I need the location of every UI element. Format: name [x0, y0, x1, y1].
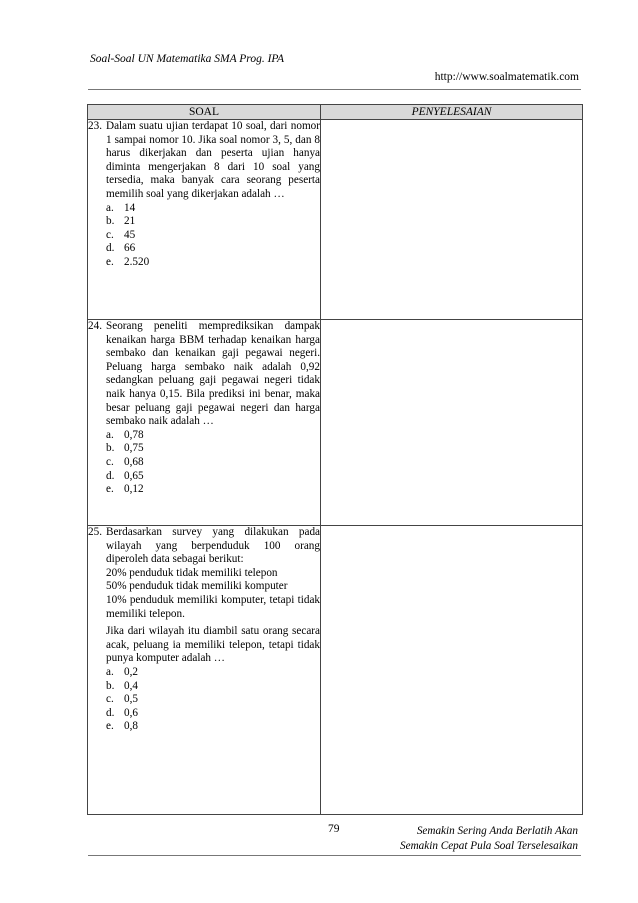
- document-title: Soal-Soal UN Matematika SMA Prog. IPA: [90, 53, 284, 65]
- option-label: a.: [106, 201, 114, 214]
- option-label: a.: [106, 428, 114, 441]
- option-item: [106, 666, 320, 680]
- option-text: 0,6: [124, 706, 138, 719]
- option-item: [106, 256, 320, 270]
- data-line: 50% penduduk tidak memiliki komputer: [106, 580, 288, 593]
- solution-cell: [321, 120, 583, 320]
- question-cell: [88, 526, 321, 815]
- data-line: 20% penduduk tidak memiliki telepon: [106, 566, 278, 579]
- question-number: 23.: [88, 120, 102, 132]
- option-item: [106, 720, 320, 734]
- option-item: [106, 229, 320, 243]
- option-label: e.: [106, 483, 114, 496]
- option-item: [106, 707, 320, 721]
- question-text: Dalam suatu ujian terdapat 10 soal, dari nomor 1 sampai nomor 10. Jika soal nomor 3, 5, dan 8 harus dikerjakan dan peserta ujian hanya diminta mengerjakan 8 dari 10 soal yang tersedia, maka banyak cara seorang peserta memilih soal yang dikerjakan adalah …: [106, 120, 320, 200]
- option-item: [106, 470, 320, 484]
- motto-line: Semakin Sering Anda Berlatih Akan: [416, 825, 578, 837]
- option-text: 2.520: [124, 255, 150, 268]
- motto-line: Semakin Cepat Pula Soal Terselesaikan: [400, 840, 578, 852]
- option-text: 0,12: [124, 483, 144, 496]
- column-header-soal: SOAL: [88, 105, 321, 120]
- question-cell: [88, 120, 321, 320]
- option-label: d.: [106, 242, 115, 255]
- solution-cell: [321, 320, 583, 526]
- option-item: [106, 202, 320, 216]
- question-text: Seorang peneliti memprediksikan dampak kenaikan harga BBM terhadap kenaikan harga sembako dan kenaikan gaji pegawai negeri. Peluang harga sembako naik adalah 0,92 sedangkan peluang gaji pegawai negeri tidak naik hanya 0,15. Bila prediksi ini benar, maka besar peluang gaji pegawai negeri dan harga sembako naik adalah …: [106, 320, 320, 428]
- option-text: 0,2: [124, 665, 138, 678]
- table-header-row: [88, 105, 583, 120]
- website-url: http://www.soalmatematik.com: [434, 71, 579, 83]
- option-label: c.: [106, 228, 114, 241]
- option-text: 0,4: [124, 679, 138, 692]
- question-number: 24.: [88, 320, 102, 332]
- option-label: d.: [106, 469, 115, 482]
- option-text: 0,8: [124, 720, 138, 733]
- solution-cell: [321, 526, 583, 815]
- question-cell: [88, 320, 321, 526]
- footer-divider: [88, 855, 581, 856]
- option-item: [106, 242, 320, 256]
- option-item: [106, 442, 320, 456]
- option-label: d.: [106, 706, 115, 719]
- data-line: 10% penduduk memiliki komputer, tetapi tidak memiliki telepon.: [106, 593, 320, 620]
- question-row-24: [88, 320, 583, 526]
- option-item: [106, 215, 320, 229]
- option-text: 0,78: [124, 428, 144, 441]
- option-text: 66: [124, 242, 136, 255]
- option-label: a.: [106, 665, 114, 678]
- option-item: [106, 456, 320, 470]
- option-item: [106, 680, 320, 694]
- option-label: c.: [106, 693, 114, 706]
- question-text: Berdasarkan survey yang dilakukan pada wilayah yang berpenduduk 100 orang diperoleh data sebagai berikut:: [106, 526, 320, 566]
- option-label: e.: [106, 720, 114, 733]
- column-header-penyelesaian: PENYELESAIAN: [321, 105, 583, 120]
- answer-options: [106, 429, 320, 497]
- option-item: [106, 429, 320, 443]
- question-number: 25.: [88, 526, 102, 538]
- page-number: 79: [328, 823, 340, 835]
- answer-options: [106, 202, 320, 270]
- option-text: 45: [124, 228, 136, 241]
- question-table: [87, 104, 583, 815]
- question-prompt: Jika dari wilayah itu diambil satu orang secara acak, peluang ia memiliki telepon, tetapi tidak punya komputer adalah …: [106, 625, 320, 665]
- option-label: b.: [106, 679, 115, 692]
- header-divider: [88, 89, 581, 90]
- option-label: b.: [106, 215, 115, 228]
- option-item: [106, 483, 320, 497]
- option-text: 0,65: [124, 469, 144, 482]
- option-text: 14: [124, 201, 136, 214]
- footer-motto: [400, 824, 578, 854]
- option-text: 0,5: [124, 693, 138, 706]
- answer-options: [106, 666, 320, 734]
- question-row-25: [88, 526, 583, 815]
- question-row-23: [88, 120, 583, 320]
- option-text: 0,68: [124, 455, 144, 468]
- option-label: e.: [106, 255, 114, 268]
- option-text: 21: [124, 215, 136, 228]
- option-text: 0,75: [124, 442, 144, 455]
- option-label: c.: [106, 455, 114, 468]
- option-item: [106, 693, 320, 707]
- option-label: b.: [106, 442, 115, 455]
